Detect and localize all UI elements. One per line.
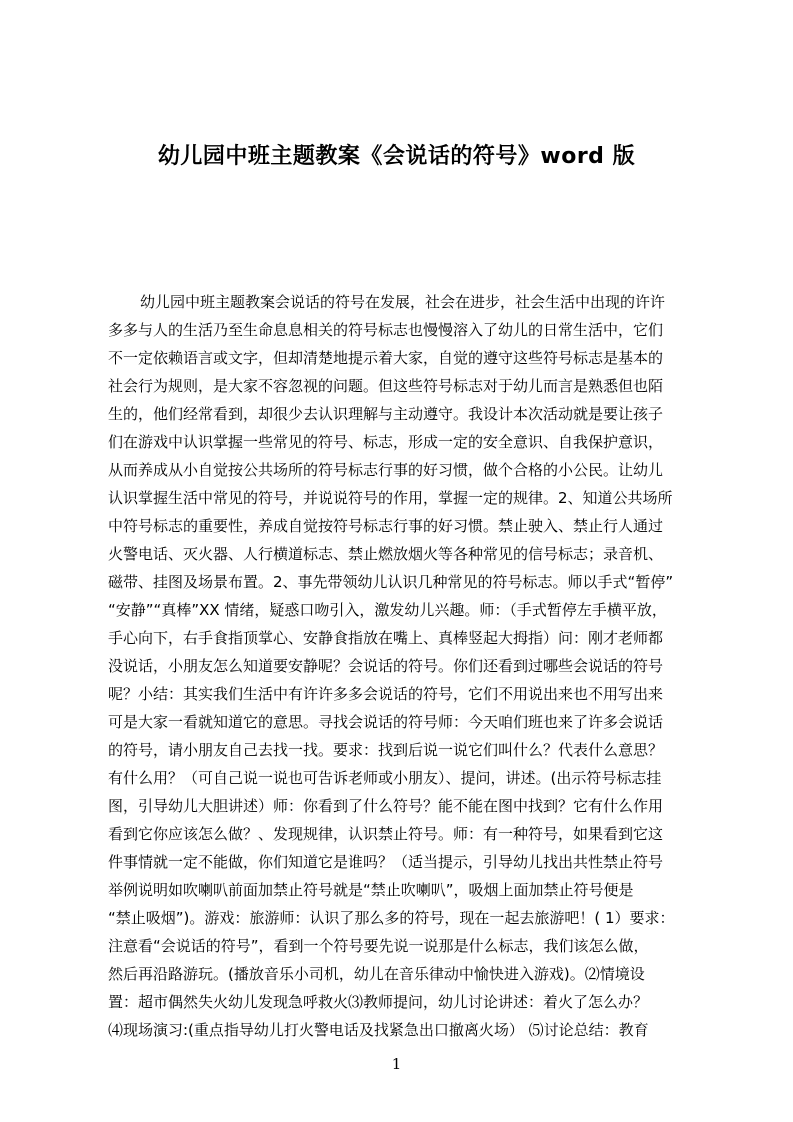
paragraph-line: 不一定依赖语言或文字，但却清楚地提示着大家，自觉的遵守这些符号标志是基本的 <box>108 349 664 367</box>
page-number: 1 <box>391 1055 402 1073</box>
paragraph-line: 中符号标志的重要性，养成自觉按符号标志行事的好习惯。禁止驶入、禁止行人通过 <box>108 517 664 535</box>
paragraph-line: ⑷现场演习:(重点指导幼儿打火警电话及找紧急出口撤离火场） ⑸讨论总结：教育 <box>108 1021 649 1039</box>
paragraph-line: 的符号，请小朋友自己去找一找。要求：找到后说一说它们叫什么？代表什么意思？ <box>108 741 664 759</box>
paragraph-line: 注意看“会说话的符号”，看到一个符号要先说一说那是什么标志，我们该怎么做， <box>108 937 649 955</box>
paragraph-line: 手心向下，右手食指顶掌心、安静食指放在嘴上、真棒竖起大拇指）问：刚才老师都 <box>108 629 664 647</box>
paragraph-line: 们在游戏中认识掌握一些常见的符号、标志，形成一定的安全意识、自我保护意识， <box>108 433 664 451</box>
paragraph-line: 火警电话、灭火器、人行横道标志、禁止燃放烟火等各种常见的信号标志；录音机、 <box>108 545 664 563</box>
paragraph-line: 件事情就一定不能做，你们知道它是谁吗？（适当提示，引导幼儿找出共性禁止符号 <box>108 853 664 871</box>
paragraph-line: “禁止吸烟”)。游戏：旅游师：认识了那么多的符号，现在一起去旅游吧！( 1）要求： <box>108 909 675 927</box>
paragraph-line: 图，引导幼儿大胆讲述）师：你看到了什么符号？能不能在图中找到？它有什么作用 <box>108 797 664 815</box>
paragraph-line: 从而养成从小自觉按公共场所的符号标志行事的好习惯，做个合格的小公民。让幼儿 <box>108 461 664 479</box>
paragraph-line: “安静”“真棒”XX 情绪，疑惑口吻引入，激发幼儿兴趣。师：（手式暂停左手横平放， <box>108 601 667 619</box>
paragraph-line: 认识掌握生活中常见的符号，并说说符号的作用，掌握一定的规律。2、知道公共场所 <box>108 489 673 507</box>
paragraph-line: 有什么用？（可自己说一说也可告诉老师或小朋友）、提问，讲述。(出示符号标志挂 <box>108 769 662 787</box>
paragraph-line: 举例说明如吹喇叭前面加禁止符号就是“禁止吹喇叭”，吸烟上面加禁止符号便是 <box>108 881 634 899</box>
paragraph-line: 社会行为规则，是大家不容忽视的问题。但这些符号标志对于幼儿而言是熟悉但也陌 <box>108 377 664 395</box>
paragraph-line: 幼儿园中班主题教案会说话的符号在发展，社会在进步，社会生活中出现的许许 <box>140 293 666 311</box>
paragraph-line: 看到它你应该怎么做？、发现规律，认识禁止符号。师：有一种符号，如果看到它这 <box>108 825 664 843</box>
paragraph-line: 没说话，小朋友怎么知道要安静呢？会说话的符号。你们还看到过哪些会说话的符号 <box>108 657 664 675</box>
paragraph-line: 然后再沿路游玩。(播放音乐小司机，幼儿在音乐律动中愉快进入游戏)。⑵情境设 <box>108 965 645 983</box>
paragraph-line: 置：超市偶然失火幼儿发现急呼救火⑶教师提问，幼儿讨论讲述：着火了怎么办？ <box>108 993 649 1011</box>
paragraph-line: 磁带、挂图及场景布置。2、事先带领幼儿认识几种常见的符号标志。师以手式“暂停” <box>108 573 674 591</box>
paragraph-line: 多多与人的生活乃至生命息息相关的符号标志也慢慢溶入了幼儿的日常生活中，它们 <box>108 321 664 339</box>
paragraph-line: 生的，他们经常看到，却很少去认识理解与主动遵守。我设计本次活动就是要让孩子 <box>108 405 664 423</box>
paragraph-line: 呢？小结：其实我们生活中有许许多多会说话的符号，它们不用说出来也不用写出来 <box>108 685 664 703</box>
document-title: 幼儿园中班主题教案《会说话的符号》word 版 <box>157 144 636 169</box>
paragraph-line: 可是大家一看就知道它的意思。寻找会说话的符号师：今天咱们班也来了许多会说话 <box>108 713 664 731</box>
body-paragraph <box>108 288 700 1044</box>
